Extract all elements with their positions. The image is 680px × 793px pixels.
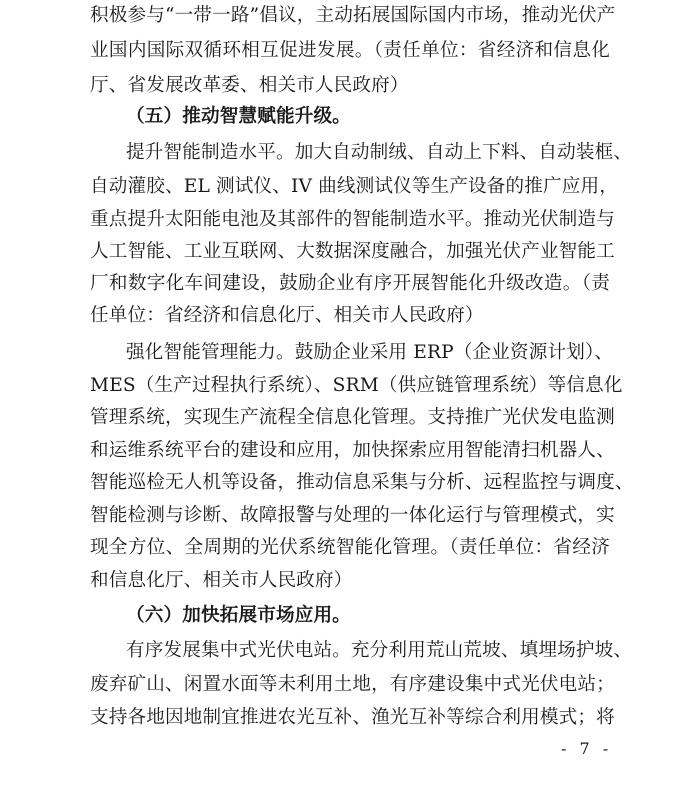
body-text-line: 废弃矿山、闲置水面等未利用土地，有序建设集中式光伏电站； <box>90 674 615 695</box>
body-text-line: 智能检测与诊断、故障报警与处理的一体化运行与管理模式，实 <box>90 505 615 526</box>
body-text-line: 厅、省发展改革委、相关市人民政府） <box>90 75 409 96</box>
body-text-line: 现全方位、全周期的光伏系统智能化管理。（责任单位：省经济 <box>90 537 610 558</box>
body-text-line: 智能巡检无人机等设备，推动信息采集与分析、远程监控与调度、 <box>90 472 634 493</box>
body-text-line: 支持各地因地制宜推进农光互补、渔光互补等综合利用模式；将 <box>90 707 615 728</box>
body-text-line: 积极参与“一带一路”倡议，主动拓展国际国内市场，推动光伏产 <box>90 5 616 26</box>
section-heading-6: （六）加快拓展市场应用。 <box>126 605 351 626</box>
body-text-line: 管理系统，实现生产流程全信息化管理。支持推广光伏发电监测 <box>90 407 615 428</box>
body-text-line: 和信息化厅、相关市人民政府） <box>90 570 353 591</box>
paragraph-start: 有序发展集中式光伏电站。充分利用荒山荒坡、填埋场护坡、 <box>126 640 633 661</box>
body-text-line: 任单位：省经济和信息化厅、相关市人民政府） <box>90 305 484 326</box>
body-text-line: 厂和数字化车间建设，鼓励企业有序开展智能化升级改造。（责 <box>90 273 610 294</box>
paragraph-start: 提升智能制造水平。加大自动制绒、自动上下料、自动装框、 <box>126 142 633 163</box>
page-number: - 7 - <box>561 739 613 758</box>
body-text-line: 业国内国际双循环相互促进发展。（责任单位：省经济和信息化 <box>90 40 610 61</box>
section-heading-5: （五）推动智慧赋能升级。 <box>126 106 351 127</box>
body-text-line: 人工智能、工业互联网、大数据深度融合，加强光伏产业智能工 <box>90 241 615 262</box>
body-text-line: 自动灌胶、EL 测试仪、IV 曲线测试仪等生产设备的推广应用， <box>90 176 619 197</box>
body-text-line: MES（生产过程执行系统）、SRM（供应链管理系统）等信息化 <box>90 375 623 396</box>
paragraph-start: 强化智能管理能力。鼓励企业采用 ERP（企业资源计划）、 <box>126 342 614 363</box>
body-text-line: 和运维系统平台的建设和应用，加快探索应用智能清扫机器人、 <box>90 440 615 461</box>
body-text-line: 重点提升太阳能电池及其部件的智能制造水平。推动光伏制造与 <box>90 209 615 230</box>
